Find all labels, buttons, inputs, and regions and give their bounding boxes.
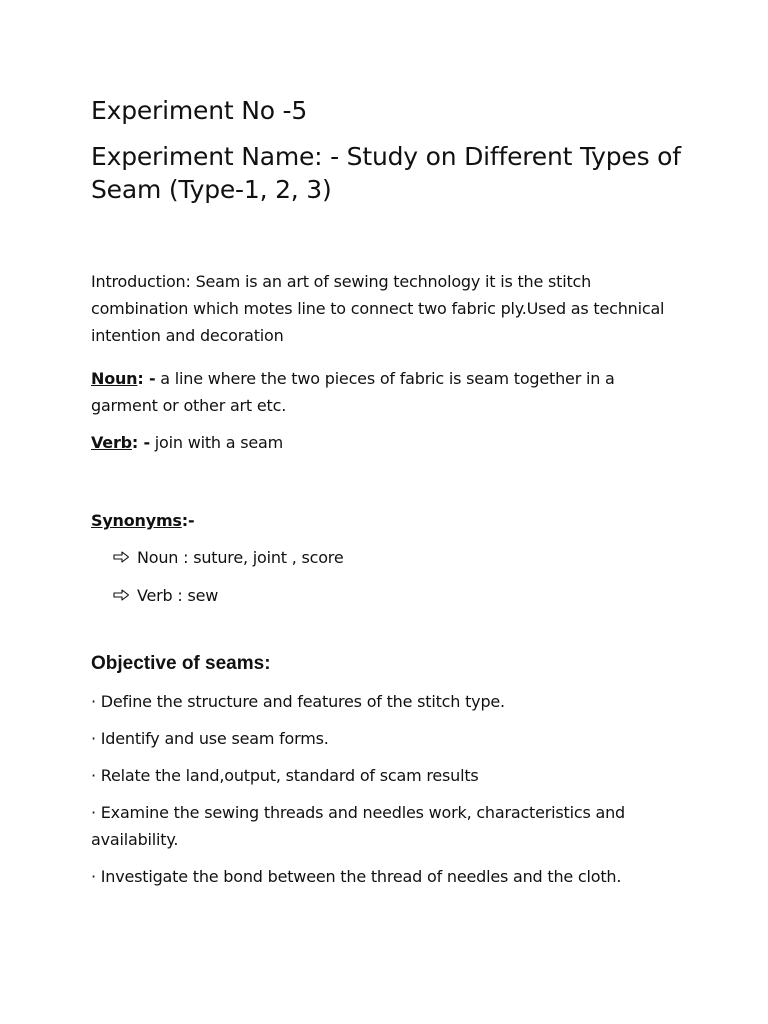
synonyms-title: Synonyms <box>91 511 182 530</box>
synonyms-heading <box>91 507 701 534</box>
objective-item: · Define the structure and features of the stitch type. <box>91 692 505 711</box>
objective-list <box>91 688 701 890</box>
noun-separator: : - <box>137 369 156 388</box>
synonyms-list <box>113 544 701 609</box>
experiment-number-heading: Experiment No -5 <box>91 96 308 125</box>
synonym-text: Verb : sew <box>137 586 219 605</box>
introduction-paragraph: Introduction: Seam is an art of sewing technology it is the stitch combination which motes line to connect two fabric ply.Used as technical intention and decoration <box>91 272 665 345</box>
verb-definition-text: join with a seam <box>149 433 284 452</box>
verb-separator: : - <box>131 433 150 452</box>
outline-right-arrow-icon <box>113 551 130 563</box>
experiment-name-heading: Experiment Name: - Study on Different Types of Seam (Type-1, 2, 3) <box>91 142 681 204</box>
noun-term: Noun <box>91 369 138 388</box>
document-content <box>91 94 701 906</box>
synonym-text: Noun : suture, joint , score <box>137 548 344 567</box>
objective-item: · Relate the land,output, standard of scam results <box>91 766 479 785</box>
noun-definition-text: a line where the two pieces of fabric is seam together in a garment or other art etc. <box>91 369 615 415</box>
verb-definition <box>91 429 671 456</box>
synonym-item <box>113 544 701 571</box>
objective-item: · Identify and use seam forms. <box>91 729 329 748</box>
objective-item: · Investigate the bond between the thread of needles and the cloth. <box>91 867 622 886</box>
objective-heading: Objective of seams: <box>91 653 271 674</box>
synonyms-suffix: :- <box>181 511 195 530</box>
synonym-item <box>113 582 701 609</box>
objective-item: · Examine the sewing threads and needles work, characteristics and availability. <box>91 803 625 849</box>
outline-right-arrow-icon <box>113 589 130 601</box>
verb-term: Verb <box>91 433 132 452</box>
noun-definition <box>91 365 671 419</box>
